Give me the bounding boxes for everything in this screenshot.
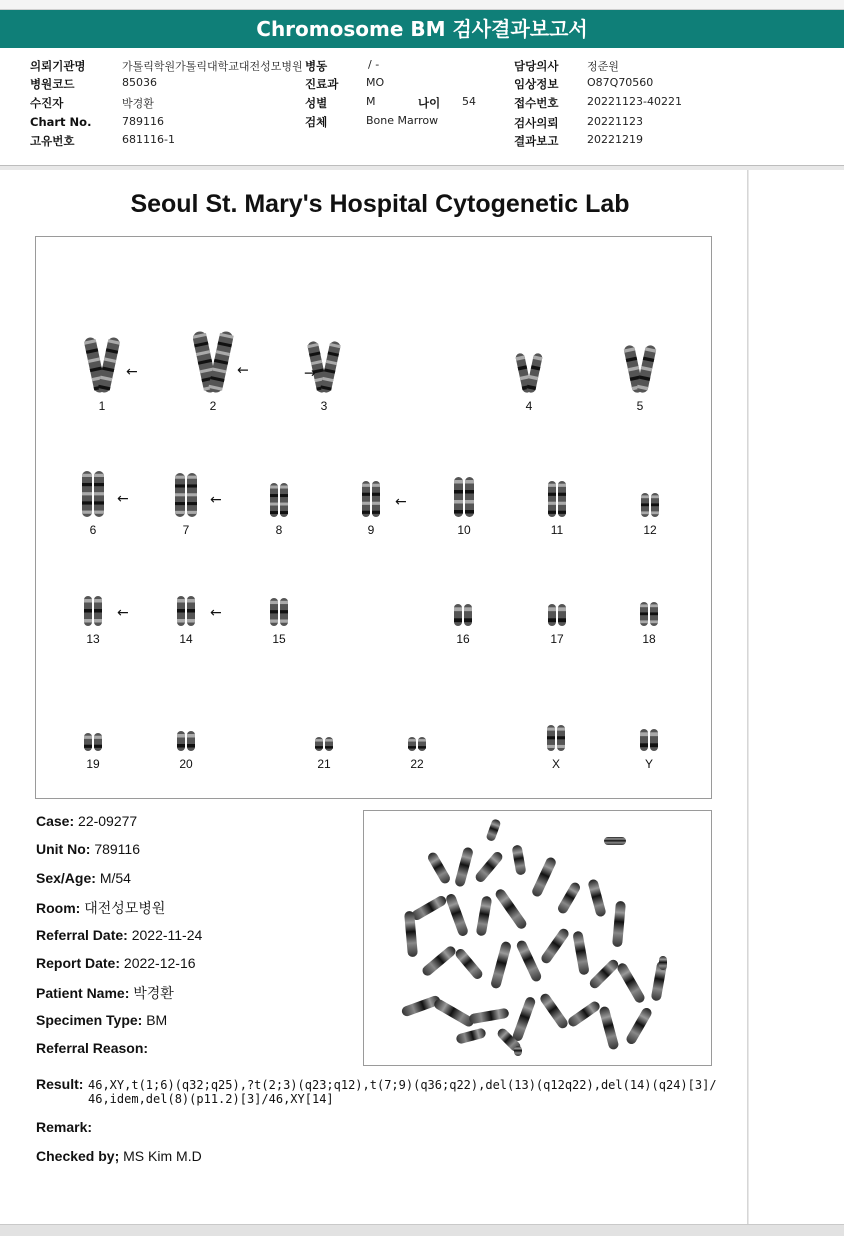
chromosome-pair-2: [193, 329, 273, 417]
chromosome-band: [177, 744, 185, 748]
chromosome-band: [558, 607, 566, 611]
unit-label: Unit No:: [36, 841, 91, 857]
chromosome-7-image: [166, 471, 246, 519]
chromosome-band: [547, 736, 555, 739]
checked-label: Checked by;: [36, 1148, 120, 1164]
chromatid: [325, 737, 333, 751]
result-label: Result:: [36, 1076, 84, 1092]
specimen-type-label: Specimen Type:: [36, 1012, 143, 1028]
chromosome-label: 11: [550, 523, 564, 537]
chromosome-pair-9: [351, 479, 431, 541]
case-label: Case:: [36, 813, 75, 829]
chromosome-19-image: [73, 731, 153, 753]
chromosome-band: [177, 609, 185, 613]
chromosome-pair-8: [259, 481, 339, 541]
chromosome-label: 20: [179, 757, 193, 771]
chromosome-pair-19: [73, 731, 153, 775]
chromosome-pair-14: [166, 594, 246, 650]
chromosome-band: [94, 501, 104, 504]
chromosome-band: [454, 607, 462, 611]
chromosome-band: [372, 502, 380, 505]
chromosome-band: [640, 732, 648, 736]
remark-label: Remark:: [36, 1119, 93, 1135]
chromosome-band: [94, 492, 104, 495]
chromosome-6-image: [73, 469, 153, 519]
referral-date-label: Referral Date:: [36, 927, 128, 943]
chromosome-band: [408, 746, 416, 748]
chromosome-band: [548, 493, 556, 496]
chromosome-band: [94, 745, 102, 748]
chromosome-label: Y: [644, 757, 653, 771]
chromosome-band: [372, 484, 380, 487]
chromatid: [454, 604, 462, 626]
chromosome-band: [315, 746, 323, 748]
chromosome-band: [84, 609, 92, 613]
chromosome-band: [362, 502, 370, 505]
chromosome-pair-5: [620, 343, 700, 417]
chromosome-pair-7: [166, 471, 246, 541]
chromosome-band: [454, 618, 462, 622]
chromosome-label: 15: [272, 632, 286, 646]
chromosome-label: 14: [179, 632, 193, 646]
chromosome-band: [651, 511, 659, 514]
chromosome-label: 3: [320, 399, 328, 413]
chromosome-pair-17: [537, 602, 617, 650]
chromosome-pair-20: [166, 729, 246, 775]
chromosome-13-image: [73, 594, 153, 628]
chromosome-band: [547, 745, 555, 748]
chromosome-band: [650, 620, 658, 623]
chromosome-band: [280, 610, 288, 613]
chromosome-label: 17: [550, 632, 564, 646]
chromosome-band: [651, 503, 659, 506]
chromosome-band: [84, 619, 92, 623]
chromosome-band: [454, 490, 463, 494]
chromosome-label: 8: [275, 523, 283, 537]
metaphase-spread: [364, 811, 711, 1065]
chromosome-band: [558, 484, 566, 487]
chromosome-band: [548, 607, 556, 611]
chromosome-20-image: [166, 729, 246, 753]
abnormality-arrow-icon: →: [304, 365, 316, 382]
chromosome-label: 1: [98, 399, 106, 413]
chromosome-pair-13: [73, 594, 153, 650]
chromosome-label: 13: [86, 632, 100, 646]
chromosome-band: [362, 484, 370, 487]
chromosome-16-image: [443, 602, 523, 628]
karyogram-image: [35, 236, 712, 799]
chromatid: [315, 737, 323, 751]
request-date-label: 검사의뢰: [514, 116, 559, 130]
chromosome-pair-16: [443, 602, 523, 650]
chromosome-band: [175, 502, 185, 505]
chromosome-band: [548, 502, 556, 505]
chromosome-band: [558, 618, 566, 622]
report-title-banner: Chromosome BM 검사결과보고서: [0, 10, 844, 48]
chromosome-band: [82, 474, 92, 477]
patient-header: [0, 48, 844, 166]
chromosome-band: [372, 511, 380, 514]
chromosome-band: [454, 480, 463, 484]
chromosome-21-image: [304, 735, 384, 753]
chromosome-pair-15: [259, 596, 339, 650]
chromosome-band: [408, 739, 416, 741]
chromosome-band: [94, 511, 104, 514]
hospital-code-label: 병원코드: [30, 77, 75, 91]
chromosome-band: [557, 745, 565, 748]
patient-value: 박경환: [122, 97, 154, 110]
chromosome-pair-21: [304, 735, 384, 775]
chromosome-label: 4: [525, 399, 533, 413]
referral-reason-label: Referral Reason:: [36, 1040, 149, 1056]
chromosome-band: [548, 511, 556, 514]
chromosome-band: [270, 601, 278, 604]
chromatid: [464, 604, 472, 626]
chromosome-band: [558, 493, 566, 496]
case-value: 22-09277: [78, 813, 138, 829]
chromosome-band: [187, 476, 197, 479]
sexage-label: Sex/Age:: [36, 870, 96, 886]
chromosome-band: [641, 495, 649, 498]
chromosome-band: [177, 599, 185, 603]
chromosome-label: 10: [457, 523, 471, 537]
checked-row: [36, 1148, 202, 1164]
chromosome-band: [650, 743, 658, 747]
report-date-label-2: Report Date:: [36, 955, 121, 971]
chromosome-2-image: [193, 329, 273, 395]
chromosome-18-image: [629, 600, 709, 628]
chromosome-1-image: [82, 335, 162, 395]
chromosome-band: [270, 486, 278, 489]
chromosome-band: [418, 746, 426, 748]
chromosome-band: [270, 494, 278, 497]
chromosome-band: [187, 734, 195, 738]
sexage-value: M/54: [99, 870, 131, 886]
chromosome-label: 19: [86, 757, 100, 771]
chromatid: [650, 729, 658, 751]
chromosome-pair-X: [536, 723, 616, 775]
chromosome-band: [280, 619, 288, 622]
chromosome-pair-12: [630, 491, 710, 541]
chromosome-band: [650, 732, 658, 736]
chromosome-band: [84, 736, 92, 739]
chromosome-band: [372, 493, 380, 496]
chromosome-band: [187, 619, 195, 623]
chromosome-band: [418, 739, 426, 741]
window-top-bar: [0, 0, 844, 10]
window-bottom-bar: [0, 1224, 844, 1236]
chromosome-14-image: [166, 594, 246, 628]
receipt-no-label: 접수번호: [514, 96, 559, 110]
specimen-type-row: [36, 1012, 167, 1028]
chromosome-pair-6: [73, 469, 153, 541]
chromatid: [548, 604, 556, 626]
institution-value: 가톨릭학원가톨릭대학교대전성모병원: [122, 60, 303, 73]
doctor-value: 정준원: [587, 60, 619, 73]
unit-value: 789116: [94, 841, 141, 857]
report-date-value: 20221219: [587, 133, 643, 146]
result-karyotype: [88, 1078, 717, 1106]
clinical-info-label: 임상정보: [514, 77, 559, 91]
chromosome-4-image: [509, 351, 589, 395]
chromosome-band: [175, 511, 185, 514]
chromosome-band: [640, 604, 648, 607]
abnormality-arrow-icon: ←: [210, 605, 222, 621]
result-line-2: 46,idem,del(8)(p11.2)[3]/46,XY[14]: [88, 1092, 334, 1106]
chromosome-band: [641, 503, 649, 506]
chromosome-band: [464, 607, 472, 611]
referral-date-value: 2022-11-24: [131, 927, 203, 943]
chromosome-pair-Y: [629, 727, 709, 775]
chromosome-Y-image: [629, 727, 709, 753]
chromosome-pair-11: [537, 479, 617, 541]
chromosome-band: [465, 510, 474, 514]
abnormality-arrow-icon: ←: [395, 494, 407, 511]
chromosome-band: [94, 599, 102, 603]
room-value: 대전성모병원: [84, 900, 166, 916]
chromosome-band: [641, 511, 649, 514]
chromosome-band: [177, 619, 185, 623]
chromosome-band: [94, 474, 104, 477]
chromosome-band: [270, 503, 278, 506]
chromosome-label: 21: [317, 757, 331, 771]
sex-value: M: [366, 95, 376, 108]
chromosome-22-image: [397, 735, 477, 753]
report-date-value-2: 2022-12-16: [123, 955, 196, 971]
chart-no-label: Chart No.: [30, 115, 92, 129]
chromosome-band: [454, 500, 463, 504]
chromosome-band: [640, 620, 648, 623]
chromosome-band: [280, 601, 288, 604]
unit-row: [36, 841, 140, 857]
abnormality-arrow-icon: ←: [237, 362, 249, 379]
chromosome-band: [187, 511, 197, 514]
patient-label: 수진자: [30, 96, 64, 110]
chromosome-band: [187, 609, 195, 613]
chromosome-band: [94, 609, 102, 613]
chromosome-pair-10: [444, 475, 524, 541]
metaphase-image: [363, 810, 712, 1066]
lab-title: Seoul St. Mary's Hospital Cytogenetic Lab: [130, 190, 630, 218]
chromosome-pair-3: [304, 339, 384, 417]
chromosome-label: 5: [636, 399, 644, 413]
chromosome-band: [362, 493, 370, 496]
unique-no-value: 681116-1: [122, 133, 175, 146]
chromosome-band: [557, 736, 565, 739]
chromosome-X-image: [536, 723, 616, 753]
chromatid: [418, 737, 426, 751]
abnormality-arrow-icon: ←: [117, 605, 129, 621]
chromosome-band: [651, 495, 659, 498]
chromosome-band: [325, 746, 333, 748]
chromosome-band: [280, 494, 288, 497]
chromosome-label: 9: [367, 523, 375, 537]
referral-reason-row: [36, 1040, 148, 1056]
chromosome-5-image: [620, 343, 700, 395]
room-row: [36, 898, 165, 918]
chromosome-band: [465, 490, 474, 494]
sexage-row: [36, 870, 131, 886]
receipt-no-value: 20221123-40221: [587, 95, 682, 108]
chromosome-band: [325, 739, 333, 741]
chromosome-label: 22: [410, 757, 424, 771]
institution-label: 의뢰기관명: [30, 59, 86, 73]
doctor-label: 담당의사: [514, 59, 559, 73]
chromosome-band: [177, 734, 185, 738]
chromosome-pair-22: [397, 735, 477, 775]
chromosome-band: [548, 618, 556, 622]
chromosome-label: 7: [182, 523, 190, 537]
checked-value: MS Kim M.D: [123, 1148, 202, 1164]
room-label: Room:: [36, 900, 81, 916]
chromosome-band: [280, 503, 288, 506]
chromosome-band: [270, 511, 278, 514]
abnormality-arrow-icon: ←: [117, 491, 129, 508]
clinical-info-value: O87Q70560: [587, 76, 654, 89]
chromosome-band: [558, 502, 566, 505]
chromosome-label: 18: [642, 632, 656, 646]
chromosome-band: [650, 612, 658, 615]
chromosome-band: [557, 728, 565, 731]
age-value: 54: [462, 95, 476, 108]
chromosome-band: [175, 476, 185, 479]
report-date-label: 결과보고: [514, 134, 559, 148]
chromosome-8-image: [259, 481, 339, 519]
request-date-value: 20221123: [587, 115, 643, 128]
specimen-label: 검체: [305, 115, 328, 129]
chromosome-band: [640, 612, 648, 615]
chromosome-band: [82, 501, 92, 504]
chromatid: [558, 604, 566, 626]
right-margin: [749, 170, 844, 1224]
specimen-type-value: BM: [146, 1012, 168, 1028]
specimen-value: Bone Marrow: [366, 114, 439, 127]
chromosome-band: [94, 619, 102, 623]
referral-date-row: [36, 927, 202, 943]
chromosome-band: [280, 486, 288, 489]
chromosome-9-image: [351, 479, 431, 519]
patient-name-label: Patient Name:: [36, 985, 130, 1001]
chromosome-band: [94, 483, 104, 486]
chromosome-band: [465, 500, 474, 504]
chromosome-15-image: [259, 596, 339, 628]
chromosome-band: [187, 502, 197, 505]
chromosome-band: [187, 484, 197, 487]
chromosome-band: [94, 736, 102, 739]
chromosome-11-image: [537, 479, 617, 519]
chromosome-pair-4: [509, 351, 589, 417]
chromosome-label: 16: [456, 632, 470, 646]
chromosome-band: [82, 511, 92, 514]
chromosome-band: [82, 483, 92, 486]
chromosome-band: [187, 493, 197, 496]
remark-row: [36, 1119, 92, 1135]
patient-name-value: 박경환: [133, 985, 174, 1001]
unique-no-label: 고유번호: [30, 134, 75, 148]
department-label: 진료과: [305, 77, 339, 91]
chromosome-band: [548, 484, 556, 487]
chromosome-17-image: [537, 602, 617, 628]
chromosome-label: 12: [643, 523, 657, 537]
abnormality-arrow-icon: ←: [210, 491, 222, 508]
chromosome-pair-1: [82, 335, 162, 417]
chromosome-band: [270, 619, 278, 622]
chromosome-band: [84, 745, 92, 748]
chromosome-band: [187, 744, 195, 748]
chromosome-band: [84, 599, 92, 603]
chart-no-value: 789116: [122, 115, 164, 128]
chromosome-pair-18: [629, 600, 709, 650]
chromatid: [408, 737, 416, 751]
chromosome-band: [315, 739, 323, 741]
ward-label: 병동: [305, 59, 328, 73]
hospital-code-value: 85036: [122, 76, 157, 89]
chromatid: [640, 729, 648, 751]
department-value: MO: [366, 76, 385, 89]
chromosome-band: [464, 618, 472, 622]
chromosome-label: 2: [209, 399, 217, 413]
chromosome-band: [82, 492, 92, 495]
chromosome-band: [280, 511, 288, 514]
chromosome-band: [558, 511, 566, 514]
chromosome-band: [465, 480, 474, 484]
case-row: [36, 813, 137, 829]
chromosome-band: [650, 604, 658, 607]
chromosome-band: [547, 728, 555, 731]
chromosome-label: X: [551, 757, 560, 771]
result-line-1: 46,XY,t(1;6)(q32;q25),?t(2;3)(q23;q12),t(7;9)(q36;q22),del(13)(q12q22),del(14)(q24)[3]/: [88, 1078, 717, 1092]
chromosome-10-image: [444, 475, 524, 519]
chromosome-band: [454, 510, 463, 514]
chromosome-band: [640, 743, 648, 747]
chromosome-3-image: [304, 339, 384, 395]
chromosome-band: [362, 511, 370, 514]
metaphase-chromosomes: [400, 818, 667, 1056]
chromosome-band: [187, 599, 195, 603]
abnormality-arrow-icon: ←: [126, 364, 138, 381]
sex-label: 성별: [305, 96, 328, 110]
chromosome-band: [175, 493, 185, 496]
chromosome-band: [175, 484, 185, 487]
report-date-row: [36, 955, 196, 971]
chromosome-12-image: [630, 491, 710, 519]
chromosome-band: [270, 610, 278, 613]
ward-value: / -: [368, 58, 380, 71]
patient-name-row: [36, 983, 174, 1003]
age-label: 나이: [418, 96, 441, 110]
chromosome-label: 6: [89, 523, 97, 537]
